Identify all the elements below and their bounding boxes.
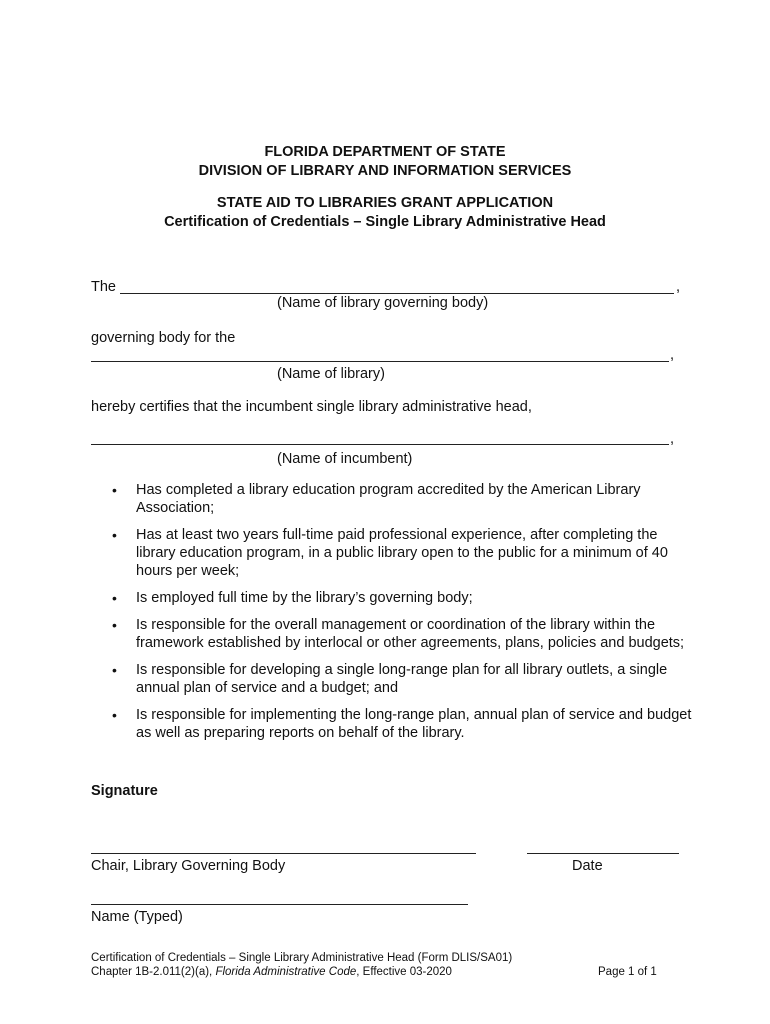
library-name-field[interactable] [91,361,669,362]
chair-label: Chair, Library Governing Body [91,858,286,874]
list-item [92,616,692,652]
comma: , [670,431,675,447]
comma: , [670,347,675,363]
incumbent-name-field[interactable] [91,444,669,445]
page-number: Page 1 of 1 [598,966,657,978]
footer-citation-prefix: Chapter 1B-2.011(2)(a), [91,966,216,978]
credential-list [92,481,692,750]
footer-citation-code: Florida Administrative Code [215,966,357,978]
governing-body-caption: (Name of library governing body) [277,295,489,311]
date-label: Date [572,858,603,874]
footer-citation [91,965,452,979]
credential-text: Has completed a library education program accredited by the American Library Association; [136,482,641,516]
bullet-icon: • [112,527,117,543]
form-subtitle: Certification of Credentials – Single Library Administrative Head [164,214,606,230]
footer-citation-suffix: , Effective 03-2020 [356,966,452,978]
agency-title: FLORIDA DEPARTMENT OF STATE [264,144,506,160]
governing-body-for-text: governing body for the [91,330,236,346]
credential-text: Is responsible for developing a single long-range plan for all library outlets, a single annual plan of service and a budget; and [136,662,668,696]
signature-heading: Signature [91,783,158,799]
list-item [92,481,692,517]
credential-text: Has at least two years full-time paid professional experience, after completing the library education program, in a public library open to the public for a minimum of 40 hours per week; [136,527,668,579]
list-item [92,589,692,607]
credential-text: Is employed full time by the library’s governing body; [136,590,473,606]
credential-text: Is responsible for implementing the long-range plan, annual plan of service and budget as well as preparing reports on behalf of the library. [136,707,692,741]
division-title: DIVISION OF LIBRARY AND INFORMATION SERVICES [198,163,572,179]
name-typed-label: Name (Typed) [91,909,183,925]
bullet-icon: • [112,617,117,633]
library-caption: (Name of library) [277,366,385,382]
list-item [92,526,692,580]
bullet-icon: • [112,482,117,498]
credential-text: Is responsible for the overall management or coordination of the library within the framework established by interlocal or other agreements, plans, policies and budgets; [136,617,685,651]
incumbent-caption: (Name of incumbent) [277,451,413,467]
chair-signature-field[interactable] [91,853,476,854]
certifies-text: hereby certifies that the incumbent single library administrative head, [91,399,532,415]
date-field[interactable] [527,853,679,854]
typed-name-field[interactable] [91,904,468,905]
bullet-icon: • [112,707,117,723]
list-item [92,661,692,697]
the-label: The [91,279,116,295]
bullet-icon: • [112,590,117,606]
footer-form-name: Certification of Credentials – Single Library Administrative Head (Form DLIS/SA01) [91,952,513,964]
list-item [92,706,692,742]
comma: , [676,279,681,295]
bullet-icon: • [112,662,117,678]
form-title: STATE AID TO LIBRARIES GRANT APPLICATION [216,195,554,211]
